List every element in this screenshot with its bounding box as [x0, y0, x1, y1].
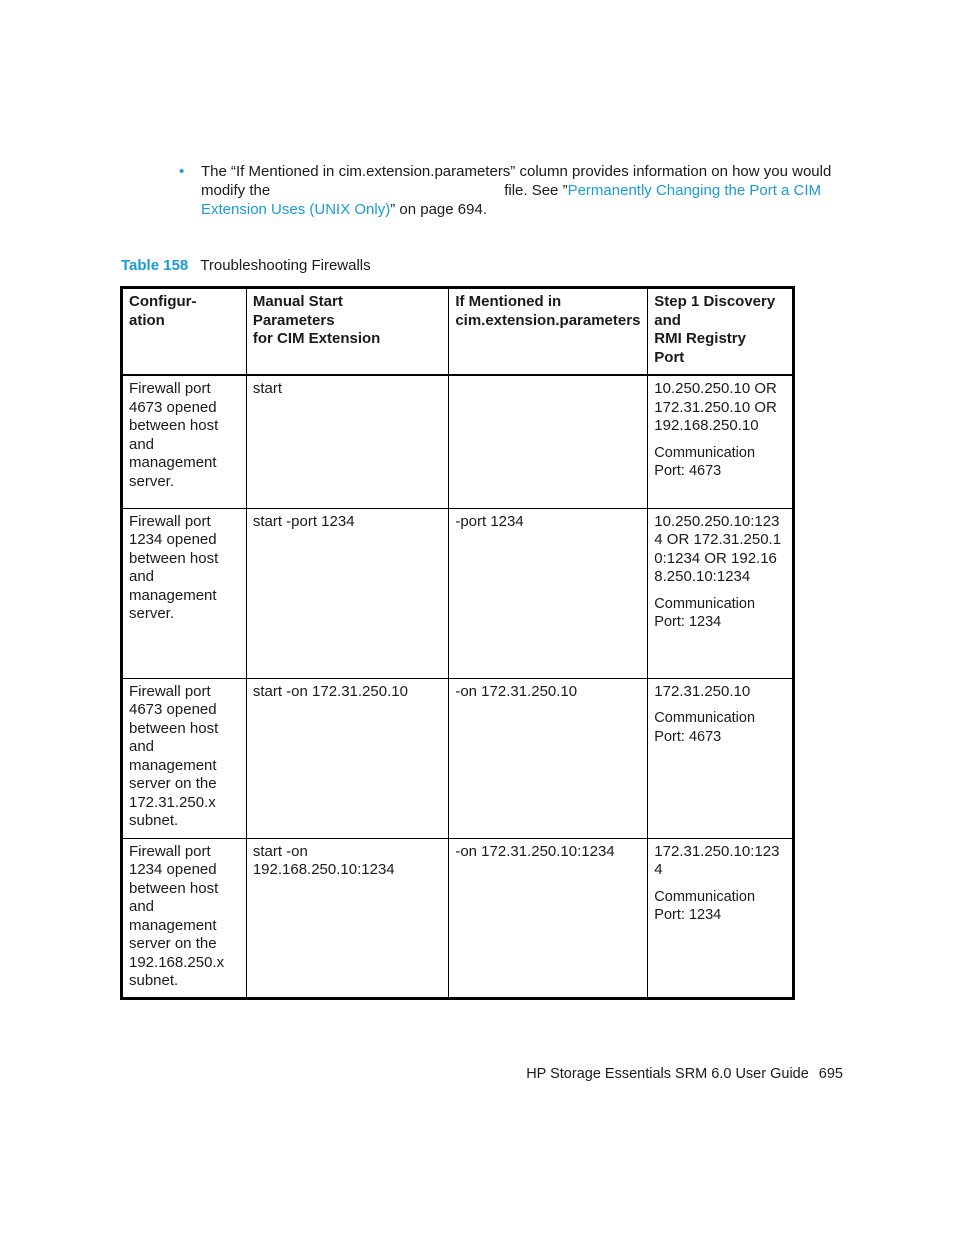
cell-configuration: Firewall port 1234 opened between host and management server on the 192.168.250.x subnet. — [122, 838, 247, 998]
table-row — [122, 838, 794, 998]
cross-reference-link[interactable]: Permanently Changing the Port a CIM Extension Uses (UNIX Only) — [201, 182, 822, 218]
header-manual-start: Manual Start Parameters for CIM Extension — [246, 288, 449, 376]
communication-port: Communication Port: 4673 — [654, 710, 756, 745]
bullet-text-after: ” on page 694. — [390, 201, 487, 218]
table-caption — [121, 256, 371, 275]
bullet-icon: • — [179, 163, 185, 180]
table-header-row — [122, 288, 794, 376]
cell-discovery — [648, 375, 794, 508]
cell-discovery — [648, 838, 794, 998]
table-row — [122, 678, 794, 838]
header-if-mentioned: If Mentioned in cim.extension.parameters — [449, 288, 648, 376]
communication-port: Communication Port: 1234 — [654, 888, 756, 923]
header-discovery-port: Step 1 Discovery and RMI Registry Port — [648, 288, 794, 376]
table-title: Troubleshooting Firewalls — [200, 257, 371, 274]
bullet-text-middle: file. See ” — [504, 182, 568, 199]
cell-if-mentioned — [449, 375, 648, 508]
cell-configuration: Firewall port 4673 opened between host and management server. — [122, 375, 247, 508]
cell-configuration: Firewall port 1234 opened between host and management server. — [122, 508, 247, 678]
cell-manual-start: start -port 1234 — [246, 508, 449, 678]
page-footer — [526, 1066, 843, 1082]
troubleshooting-firewalls-table — [120, 286, 795, 1000]
table-number: Table 158 — [121, 257, 189, 274]
cell-discovery — [648, 508, 794, 678]
discovery-address: 10.250.250.10:1234 OR 172.31.250.10:1234 OR 192.168.250.10:1234 — [654, 512, 782, 585]
header-configuration: Configur- ation — [122, 288, 247, 376]
discovery-address: 172.31.250.10 — [654, 682, 751, 700]
discovery-address: 172.31.250.10:1234 — [654, 842, 780, 878]
communication-port: Communication Port: 4673 — [654, 444, 756, 479]
bullet-text-before: The “If Mentioned in cim.extension.parameters” column provides information on how you would modify the — [201, 163, 832, 199]
cell-if-mentioned: -port 1234 — [449, 508, 648, 678]
footer-guide-title: HP Storage Essentials SRM 6.0 User Guide — [526, 1066, 809, 1082]
bullet-paragraph — [179, 162, 839, 219]
cell-discovery — [648, 678, 794, 838]
cell-manual-start: start -on 172.31.250.10 — [246, 678, 449, 838]
table-row — [122, 508, 794, 678]
cell-manual-start: start -on 192.168.250.10:1234 — [246, 838, 449, 998]
table-row — [122, 375, 794, 508]
cell-configuration: Firewall port 4673 opened between host and management server on the 172.31.250.x subnet. — [122, 678, 247, 838]
page-number: 695 — [818, 1066, 843, 1082]
discovery-address: 10.250.250.10 OR 172.31.250.10 OR 192.168.250.10 — [654, 380, 777, 434]
communication-port: Communication Port: 1234 — [654, 595, 756, 630]
cell-if-mentioned: -on 172.31.250.10:1234 — [449, 838, 648, 998]
cell-manual-start: start — [246, 375, 449, 508]
cell-if-mentioned: -on 172.31.250.10 — [449, 678, 648, 838]
